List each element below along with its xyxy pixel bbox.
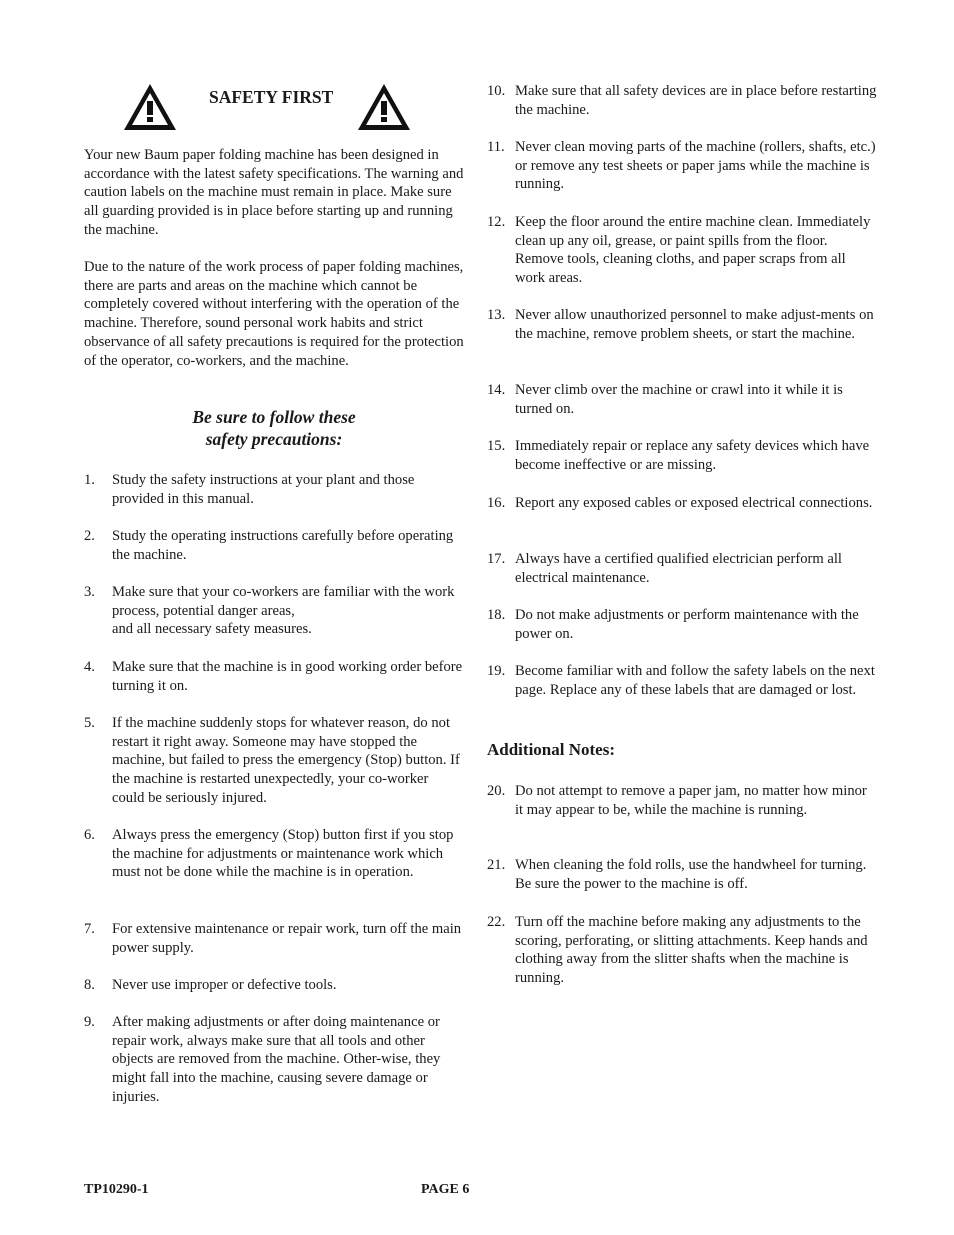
- list-item: [487, 138, 877, 194]
- list-item: [487, 606, 877, 643]
- item-number: 14.: [487, 382, 506, 398]
- item-text: For extensive maintenance or repair work, turn off the main power supply.: [112, 921, 462, 956]
- precautions-subheading: [84, 406, 464, 450]
- item-text: Never clean moving parts of the machine (rollers, shafts, etc.) or remove any test sheets or paper jams while the machine is running.: [515, 139, 876, 193]
- item-number: 2.: [84, 528, 95, 544]
- list-item: [487, 550, 877, 587]
- item-text: Make sure that all safety devices are in place before restarting the machine.: [515, 83, 877, 118]
- item-text: When cleaning the fold rolls, use the handwheel for turning. Be sure the power to the machine is off.: [515, 857, 867, 892]
- list-item: [84, 826, 464, 882]
- item-number: 20.: [487, 783, 506, 799]
- item-number: 22.: [487, 914, 506, 930]
- item-text: Never allow unauthorized personnel to make adjust-ments on the machine, remove problem sheets, or start the machine.: [515, 307, 874, 342]
- item-text: After making adjustments or after doing maintenance or repair work, always make sure that all tools and other objects are removed from the machine. Other-wise, they might fall into the machine, causing severe damage or injuries.: [112, 1014, 441, 1105]
- item-number: 4.: [84, 659, 95, 675]
- item-text: Never climb over the machine or crawl into it while it is turned on.: [515, 382, 843, 417]
- page-number: PAGE 6: [421, 1182, 470, 1197]
- item-number: 13.: [487, 307, 506, 323]
- safety-header: [122, 82, 412, 134]
- item-number: 1.: [84, 472, 95, 488]
- item-text: Never use improper or defective tools.: [112, 977, 337, 993]
- item-number: 15.: [487, 438, 506, 454]
- item-number: 21.: [487, 857, 506, 873]
- item-number: 19.: [487, 663, 506, 679]
- list-item: [84, 658, 464, 695]
- item-text: If the machine suddenly stops for whatever reason, do not restart it right away. Someone may have stopped the machine, but failed to press the emergency (Stop) button. If the machine is restarted unexpectedly, your co-worker could be seriously injured.: [112, 715, 460, 806]
- list-item: [487, 662, 877, 699]
- item-number: 9.: [84, 1014, 95, 1030]
- warning-icon: [122, 82, 178, 132]
- item-number: 17.: [487, 551, 506, 567]
- page-title: SAFETY FIRST: [209, 87, 334, 107]
- item-number: 18.: [487, 607, 506, 623]
- item-text: Do not attempt to remove a paper jam, no matter how minor it may appear to be, while the machine is running.: [515, 783, 867, 818]
- item-number: 3.: [84, 584, 95, 600]
- list-item: [84, 976, 464, 995]
- item-text: Always press the emergency (Stop) button first if you stop the machine for adjustments or maintenance work which must not be done while the machine is in operation.: [112, 827, 454, 881]
- list-item: [84, 583, 464, 639]
- item-number: 16.: [487, 495, 506, 511]
- list-item: [84, 920, 464, 957]
- subheading-line: safety precautions:: [205, 429, 343, 449]
- list-item: [487, 856, 877, 893]
- list-item: [84, 714, 464, 808]
- list-item: [487, 82, 877, 119]
- intro-paragraph: Your new Baum paper folding machine has been designed in accordance with the latest safety specifications. The warning and caution labels on the machine must remain in place. Make sure all guarding provided is in place before starting up and running the machine.: [84, 147, 464, 238]
- list-item: [84, 471, 464, 508]
- subheading-line: Be sure to follow these: [192, 407, 356, 427]
- item-number: 5.: [84, 715, 95, 731]
- list-item: [84, 527, 464, 564]
- intro-paragraph: Due to the nature of the work process of paper folding machines, there are parts and areas on the machine which cannot be completely covered without interfering with the operation of the machine. Therefore, sound personal work habits and strict observance of all safety precautions is required for the protection of the operator, co-workers, and the machine.: [84, 259, 464, 369]
- item-text: Study the operating instructions carefully before operating the machine.: [112, 528, 454, 563]
- list-item: [487, 213, 877, 288]
- item-text: Keep the floor around the entire machine clean. Immediately clean up any oil, grease, or paint spills from the floor. Remove tools, cleaning cloths, and paper scraps from all work areas.: [515, 214, 871, 287]
- item-number: 11.: [487, 139, 505, 155]
- item-number: 10.: [487, 83, 506, 99]
- list-item: [487, 782, 877, 819]
- list-item: [487, 381, 877, 418]
- item-text: Turn off the machine before making any adjustments to the scoring, perforating, or slitting attachments. Keep hands and clothing away from the slitter shafts when the machine is running.: [515, 914, 868, 987]
- item-text: Immediately repair or replace any safety devices which have become ineffective or are missing.: [515, 438, 870, 473]
- item-text: Always have a certified qualified electrician perform all electrical maintenance.: [515, 551, 842, 586]
- item-text: Do not make adjustments or perform maintenance with the power on.: [515, 607, 859, 642]
- additional-notes-heading: Additional Notes:: [487, 740, 615, 759]
- item-number: 6.: [84, 827, 95, 843]
- item-text: Study the safety instructions at your plant and those provided in this manual.: [112, 472, 415, 507]
- list-item: [487, 913, 877, 988]
- item-text: Report any exposed cables or exposed electrical connections.: [515, 495, 873, 511]
- item-text: Become familiar with and follow the safety labels on the next page. Replace any of these labels that are damaged or lost.: [515, 663, 875, 698]
- item-number: 12.: [487, 214, 506, 230]
- item-number: 8.: [84, 977, 95, 993]
- list-item: [487, 494, 877, 513]
- list-item: [487, 306, 877, 343]
- item-number: 7.: [84, 921, 95, 937]
- list-item: [84, 1013, 464, 1107]
- document-id: TP10290-1: [84, 1182, 149, 1197]
- list-item: [487, 437, 877, 474]
- item-text: Make sure that the machine is in good working order before turning it on.: [112, 659, 463, 694]
- item-text: Make sure that your co-workers are familiar with the work process, potential danger areas, and all necessary safety measures.: [112, 584, 455, 638]
- warning-icon: [356, 82, 412, 132]
